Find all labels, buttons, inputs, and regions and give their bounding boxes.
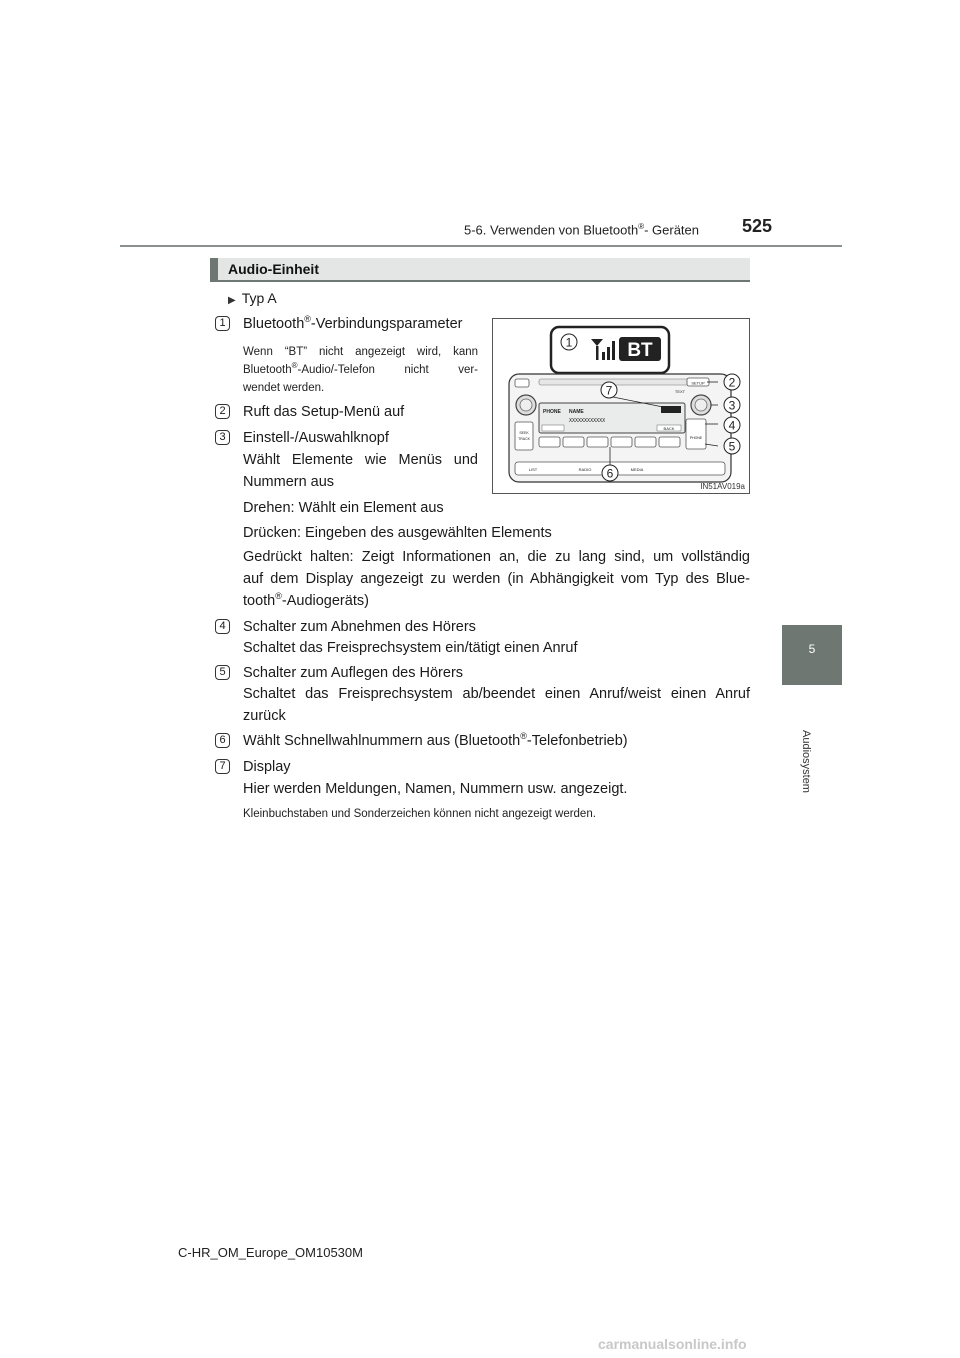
page-number: 525 [742, 216, 773, 236]
chapter-tab: 5 [782, 625, 842, 685]
svg-text:NAME: NAME [569, 409, 584, 415]
svg-text:3: 3 [728, 398, 736, 413]
svg-text:MEDIA: MEDIA [630, 467, 644, 472]
svg-text:RADIO: RADIO [578, 467, 592, 472]
item-badge-4: 4 [215, 619, 230, 634]
item-badge-6: 6 [215, 733, 230, 748]
svg-text:PHONE: PHONE [689, 436, 703, 440]
chapter-title: 5-6. Verwenden von Bluetooth®- Geräten [464, 222, 700, 238]
svg-text:XXXXXXXXXXXX: XXXXXXXXXXXX [569, 418, 606, 424]
type-label: ▶ Typ A [228, 290, 277, 306]
svg-text:4: 4 [728, 418, 736, 433]
svg-text:SETUP: SETUP [691, 380, 705, 386]
item-7-title: Display [243, 759, 291, 775]
item-6-title: Wählt Schnellwahlnummern aus (Bluetooth®-Telefonbetrieb) [243, 731, 628, 749]
svg-text:BT: BT [627, 340, 653, 361]
svg-text:7: 7 [605, 383, 613, 398]
item-badge-3: 3 [215, 430, 230, 445]
item-3-title: Einstell-/Auswahlknopf [243, 430, 389, 446]
item-badge-2: 2 [215, 404, 230, 419]
svg-text:PHONE: PHONE [543, 409, 561, 415]
item-3-hold: Gedrückt halten: Zeigt Informationen an, die zu lang sind, um vollständig auf dem Display angezeigt zu werden (in Abhängigkeit vom Typ des Blue- tooth®-Audiogeräts) [243, 549, 750, 609]
item-5-desc: Schaltet das Freisprechsystem ab/beendet einen Anruf/weist einen Anruf zurück [243, 686, 750, 724]
figure-id: IN51AV019a [700, 482, 745, 491]
svg-text:2: 2 [728, 375, 736, 390]
item-5-title: Schalter zum Auflegen des Hörers [243, 665, 464, 681]
item-badge-1: 1 [215, 316, 230, 331]
section-heading: Audio-Einheit [210, 258, 750, 282]
item-3-desc: Wählt Elemente wie Menüs und Nummern aus [243, 452, 478, 490]
svg-text:TEXT: TEXT [674, 389, 686, 394]
triangle-bullet-icon: ▶ [228, 295, 236, 306]
svg-text:SEEK: SEEK [519, 431, 529, 435]
item-7-note: Kleinbuchstaben und Sonderzeichen können nicht angezeigt werden. [243, 808, 596, 820]
svg-text:LIST: LIST [528, 467, 538, 472]
header-divider [120, 245, 842, 247]
item-4-desc: Schaltet das Freisprechsystem ein/tätigt einen Anruf [243, 640, 578, 656]
item-badge-7: 7 [215, 759, 230, 774]
svg-text:5: 5 [728, 439, 736, 454]
watermark: carmanualsonline.info [598, 1336, 747, 1352]
item-3-press: Drücken: Eingeben des ausgewählten Elements [243, 525, 552, 541]
audio-unit-figure [492, 318, 750, 494]
item-3-rotate: Drehen: Wählt ein Element aus [243, 500, 444, 516]
svg-text:6: 6 [606, 466, 614, 481]
audio-unit-illustration [493, 319, 749, 493]
item-badge-5: 5 [215, 665, 230, 680]
item-1-title: Bluetooth®-Verbindungsparameter [243, 314, 463, 332]
manual-code: C-HR_OM_Europe_OM10530M [178, 1245, 363, 1260]
item-7-desc: Hier werden Meldungen, Namen, Nummern usw. angezeigt. [243, 781, 628, 797]
svg-text:TRACK: TRACK [518, 437, 530, 441]
chapter-tab-label: Audiosystem [800, 730, 812, 793]
svg-text:1: 1 [565, 335, 573, 350]
item-2-title: Ruft das Setup-Menü auf [243, 404, 405, 420]
item-4-title: Schalter zum Abnehmen des Hörers [243, 619, 476, 635]
svg-text:BACK: BACK [663, 426, 675, 431]
item-1-note: Wenn “BT” nicht angezeigt wird, kann Bluetooth®-Audio/-Telefon nicht ver- wendet werden. [243, 346, 478, 394]
